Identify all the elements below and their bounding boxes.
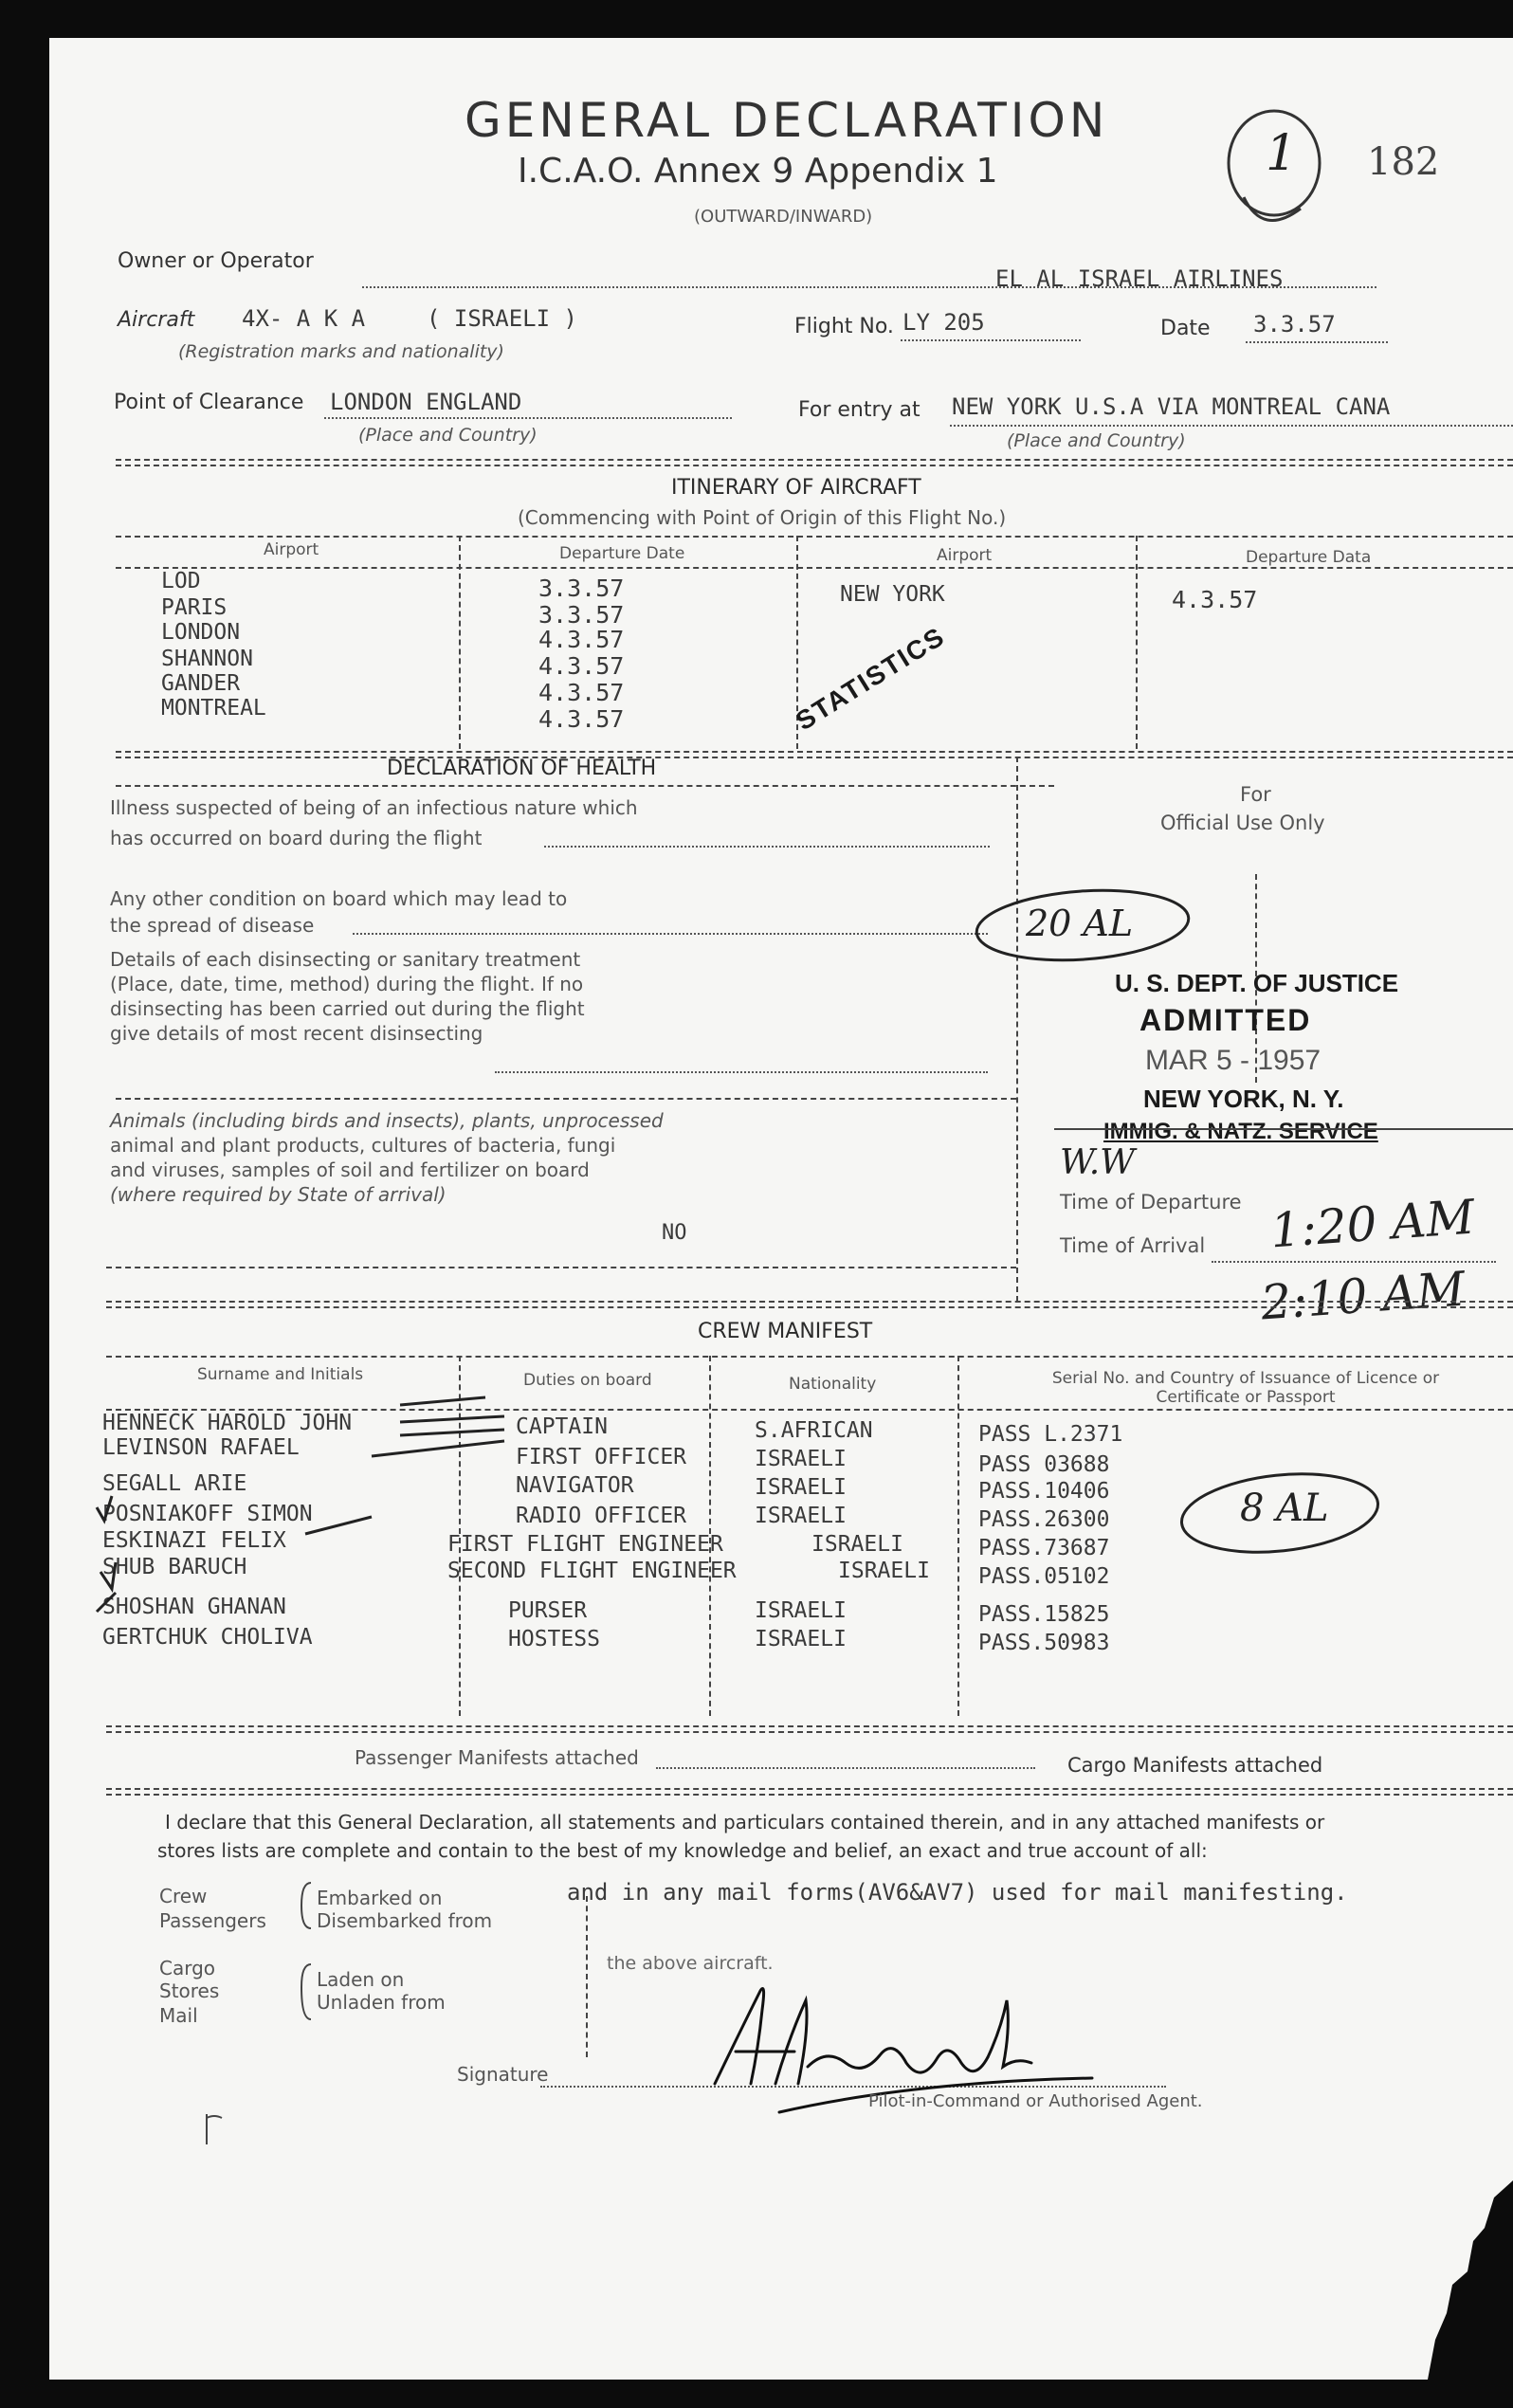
crew-surname: POSNIAKOFF SIMON: [102, 1502, 313, 1526]
declaration-disembarked: Disembarked from: [317, 1909, 493, 1932]
crew-bottom-line: [106, 1725, 1513, 1727]
itinerary-col-airport-right: Airport: [937, 546, 993, 565]
owner-label: Owner or Operator: [118, 249, 314, 273]
passenger-manifests-line: [656, 1767, 1035, 1769]
margin-mark: [201, 2110, 229, 2148]
itinerary-airport: SHANNON: [161, 647, 253, 671]
health-title: DECLARATION OF HEALTH: [387, 757, 657, 780]
entry-label: For entry at: [798, 398, 921, 422]
immigration-stamp-line4: NEW YORK, N. Y.: [1143, 1085, 1344, 1113]
crew-header-duties: Duties on board: [523, 1371, 652, 1390]
itinerary-date: 4.3.57: [538, 705, 625, 733]
crew-check-marks: [87, 1394, 542, 1678]
manifests-bottom-line: [106, 1788, 1513, 1790]
crew-nationality: ISRAELI: [811, 1532, 903, 1557]
arrival-time-label: Time of Arrival: [1060, 1234, 1206, 1257]
owner-value: EL AL ISRAEL AIRLINES: [995, 265, 1284, 292]
declaration-typed-text: and in any mail forms(AV6&AV7) used for mail manifesting.: [567, 1879, 1348, 1906]
crew-serial: PASS.26300: [978, 1507, 1110, 1532]
crew-nationality: ISRAELI: [838, 1559, 930, 1583]
itinerary-date: 4.3.57: [538, 679, 625, 706]
health-q3-line1: Details of each disinsecting or sanitary treatment: [110, 948, 581, 971]
flight-line: [901, 339, 1081, 341]
declaration-vertical-mark: [586, 1896, 588, 2057]
declaration-unladen: Unladen from: [317, 1991, 446, 2014]
crew-header-surname: Surname and Initials: [197, 1365, 364, 1384]
crew-surname: LEVINSON RAFAEL: [102, 1435, 300, 1460]
official-label-1: For: [1240, 783, 1271, 806]
entry-note: (Place and Country): [1007, 430, 1186, 451]
date-label: Date: [1160, 317, 1211, 340]
itinerary-airport: LONDON: [161, 620, 241, 645]
declaration-crew: Crew: [159, 1885, 208, 1907]
health-q4-line3: and viruses, samples of soil and fertilizer on board: [110, 1158, 590, 1181]
flight-label: Flight No.: [794, 315, 894, 338]
crew-header-nationality: Nationality: [789, 1375, 877, 1394]
torn-corner: [1361, 2180, 1513, 2380]
official-stamp-line: [1054, 1128, 1513, 1130]
itinerary-airport: MONTREAL: [161, 696, 266, 721]
aircraft-value: 4X- A K A: [242, 305, 366, 332]
itinerary-date: 3.3.57: [538, 601, 625, 629]
circled-note-20al: 20 AL: [1026, 903, 1134, 944]
crew-nationality: ISRAELI: [755, 1627, 847, 1651]
crew-duty: FIRST OFFICER: [516, 1445, 687, 1469]
declaration-cargo: Cargo: [159, 1957, 216, 1979]
health-q4-answer: NO: [662, 1221, 687, 1245]
date-line: [1246, 341, 1388, 343]
separator-top: [116, 459, 1513, 461]
declaration-aircraft-text: the above aircraft.: [607, 1953, 774, 1974]
health-q1-line2: has occurred on board during the flight: [110, 827, 483, 849]
clearance-note: (Place and Country): [358, 425, 538, 446]
itinerary-right-airport: NEW YORK: [840, 582, 945, 607]
health-q3-bottom-line: [116, 1098, 1016, 1100]
health-q2-line2: the spread of disease: [110, 914, 315, 937]
manifests-bottom-line-2: [106, 1794, 1513, 1796]
itinerary-airport: LOD: [161, 569, 201, 593]
clearance-line: [324, 417, 732, 419]
circled-note-8al: 8 AL: [1240, 1487, 1329, 1530]
immigration-stamp-line2: ADMITTED: [1139, 1003, 1312, 1037]
crew-surname: GERTCHUK CHOLIVA: [102, 1625, 313, 1650]
crew-title: CREW MANIFEST: [698, 1320, 873, 1343]
health-q4-line1: Animals (including birds and insects), plants, unprocessed: [110, 1109, 664, 1132]
circled-number-text: 1: [1266, 125, 1298, 182]
declaration-embarked: Embarked on: [317, 1887, 443, 1909]
health-q2-answer-line: [353, 933, 988, 935]
itinerary-col-departure-right: Departure Data: [1246, 548, 1372, 567]
declaration-laden: Laden on: [317, 1968, 405, 1991]
crew-duty: CAPTAIN: [516, 1414, 608, 1439]
itinerary-title: ITINERARY OF AIRCRAFT: [671, 476, 921, 500]
crew-nationality: S.AFRICAN: [755, 1418, 873, 1443]
date-value: 3.3.57: [1253, 311, 1336, 337]
clearance-value: LONDON ENGLAND: [330, 389, 522, 415]
immigration-stamp-line5: IMMIG. & NATZ. SERVICE: [1103, 1119, 1378, 1144]
passenger-manifests-label: Passenger Manifests attached: [355, 1746, 639, 1769]
crew-surname: SEGALL ARIE: [102, 1471, 247, 1496]
health-official-divider: [1016, 757, 1018, 1302]
cargo-manifests-label: Cargo Manifests attached: [1067, 1754, 1323, 1777]
handwritten-initials: W.W: [1060, 1143, 1136, 1182]
health-q3-answer-line: [495, 1071, 988, 1073]
itinerary-divider-3: [1136, 536, 1138, 749]
crew-surname: ESKINAZI FELIX: [102, 1528, 286, 1553]
itinerary-right-date: 4.3.57: [1172, 586, 1258, 613]
declaration-line2: stores lists are complete and contain to the best of my knowledge and belief, an exact and true account of all:: [157, 1839, 1208, 1862]
crew-nationality: ISRAELI: [755, 1504, 847, 1528]
crew-nationality: ISRAELI: [755, 1447, 847, 1471]
declaration-passengers: Passengers: [159, 1909, 266, 1932]
separator-top-2: [116, 465, 1513, 466]
handwritten-arrival-time: 2:10 AM: [1259, 1261, 1467, 1331]
aircraft-note: (Registration marks and nationality): [178, 341, 504, 362]
itinerary-subheader-line: [116, 567, 1513, 569]
itinerary-col-airport-left: Airport: [264, 540, 319, 559]
health-title-underline: [116, 785, 1054, 787]
health-q1-line1: Illness suspected of being of an infectious nature which: [110, 796, 638, 819]
itinerary-date: 4.3.57: [538, 626, 625, 653]
aircraft-label: Aircraft: [118, 308, 195, 332]
crew-serial: PASS.15825: [978, 1602, 1110, 1627]
crew-surname: HENNECK HAROLD JOHN: [102, 1411, 353, 1435]
crew-serial: PASS 03688: [978, 1452, 1110, 1477]
crew-duty: SECOND FLIGHT ENGINEER: [447, 1559, 737, 1583]
crew-divider-3: [957, 1356, 959, 1716]
crew-nationality: ISRAELI: [755, 1475, 847, 1500]
crew-serial: PASS.73687: [978, 1536, 1110, 1560]
crew-duty: RADIO OFFICER: [516, 1504, 687, 1528]
declaration-line1: I declare that this General Declaration, all statements and particulars contained therein, and in any attached manifests or: [165, 1811, 1325, 1833]
crew-surname: SHUB BARUCH: [102, 1555, 247, 1579]
itinerary-header-line: [116, 536, 1513, 538]
health-q4-line2: animal and plant products, cultures of bacteria, fungi: [110, 1134, 616, 1157]
crew-serial: PASS.05102: [978, 1564, 1110, 1589]
statistics-stamp: STATISTICS: [791, 621, 951, 737]
declaration-form: [49, 38, 1513, 2380]
crew-top-line-2: [106, 1306, 1513, 1308]
page-number: 182: [1367, 140, 1440, 184]
form-direction: (OUTWARD/INWARD): [694, 207, 873, 227]
crew-serial: PASS.50983: [978, 1631, 1110, 1655]
itinerary-date: 3.3.57: [538, 575, 625, 602]
declaration-stores: Stores: [159, 1979, 220, 2002]
form-subtitle: I.C.A.O. Annex 9 Appendix 1: [518, 152, 998, 191]
entry-line: [950, 425, 1513, 427]
health-q1-answer-line: [544, 846, 990, 848]
crew-title-line: [106, 1356, 1513, 1358]
itinerary-subtitle: (Commencing with Point of Origin of this Flight No.): [518, 506, 1007, 529]
health-bottom-line: [106, 1267, 1016, 1268]
crew-serial: PASS L.2371: [978, 1422, 1123, 1447]
itinerary-airport: GANDER: [161, 671, 241, 696]
declaration-brackets: [296, 1877, 319, 2029]
crew-top-line: [106, 1301, 1513, 1303]
signature-label: Signature: [457, 2063, 549, 2086]
declaration-mail: Mail: [159, 2004, 198, 2027]
itinerary-date: 4.3.57: [538, 652, 625, 680]
crew-duty: FIRST FLIGHT ENGINEER: [447, 1532, 723, 1557]
health-q3-line3: disinsecting has been carried out during the flight: [110, 997, 585, 1020]
crew-header-serial: Serial No. and Country of Issuance of Licence or Certificate or Passport: [1051, 1369, 1440, 1407]
crew-serial: PASS.10406: [978, 1479, 1110, 1504]
entry-value: NEW YORK U.S.A VIA MONTREAL CANA: [952, 393, 1391, 420]
itinerary-col-departure-left: Departure Date: [559, 544, 685, 563]
form-title: GENERAL DECLARATION: [465, 93, 1109, 148]
itinerary-bottom-line: [116, 751, 1513, 753]
itinerary-airport: PARIS: [161, 595, 228, 620]
crew-duty: NAVIGATOR: [516, 1473, 634, 1498]
immigration-stamp-line1: U. S. DEPT. OF JUSTICE: [1115, 969, 1399, 997]
flight-value: LY 205: [902, 309, 985, 336]
official-label-2: Official Use Only: [1160, 812, 1325, 834]
health-q4-line4: (where required by State of arrival): [110, 1183, 447, 1206]
health-q3-line4: give details of most recent disinsecting: [110, 1022, 483, 1045]
signature-role: Pilot-in-Command or Authorised Agent.: [868, 2091, 1203, 2111]
crew-nationality: ISRAELI: [755, 1598, 847, 1623]
itinerary-divider-1: [459, 536, 461, 749]
crew-duty: HOSTESS: [508, 1627, 600, 1651]
health-q3-line2: (Place, date, time, method) during the flight. If no: [110, 973, 584, 995]
crew-duty: PURSER: [508, 1598, 588, 1623]
clearance-label: Point of Clearance: [114, 391, 304, 414]
itinerary-bottom-line-2: [116, 757, 1513, 758]
immigration-stamp-line3: MAR 5 - 1957: [1145, 1045, 1322, 1076]
departure-time-label: Time of Departure: [1060, 1191, 1242, 1213]
health-q2-line1: Any other condition on board which may lead to: [110, 887, 568, 910]
aircraft-nationality: ( ISRAELI ): [427, 305, 577, 332]
handwritten-departure-time: 1:20 AM: [1268, 1189, 1477, 1259]
crew-bottom-line-2: [106, 1731, 1513, 1733]
crew-surname: SHOSHAN GHANAN: [102, 1595, 286, 1619]
